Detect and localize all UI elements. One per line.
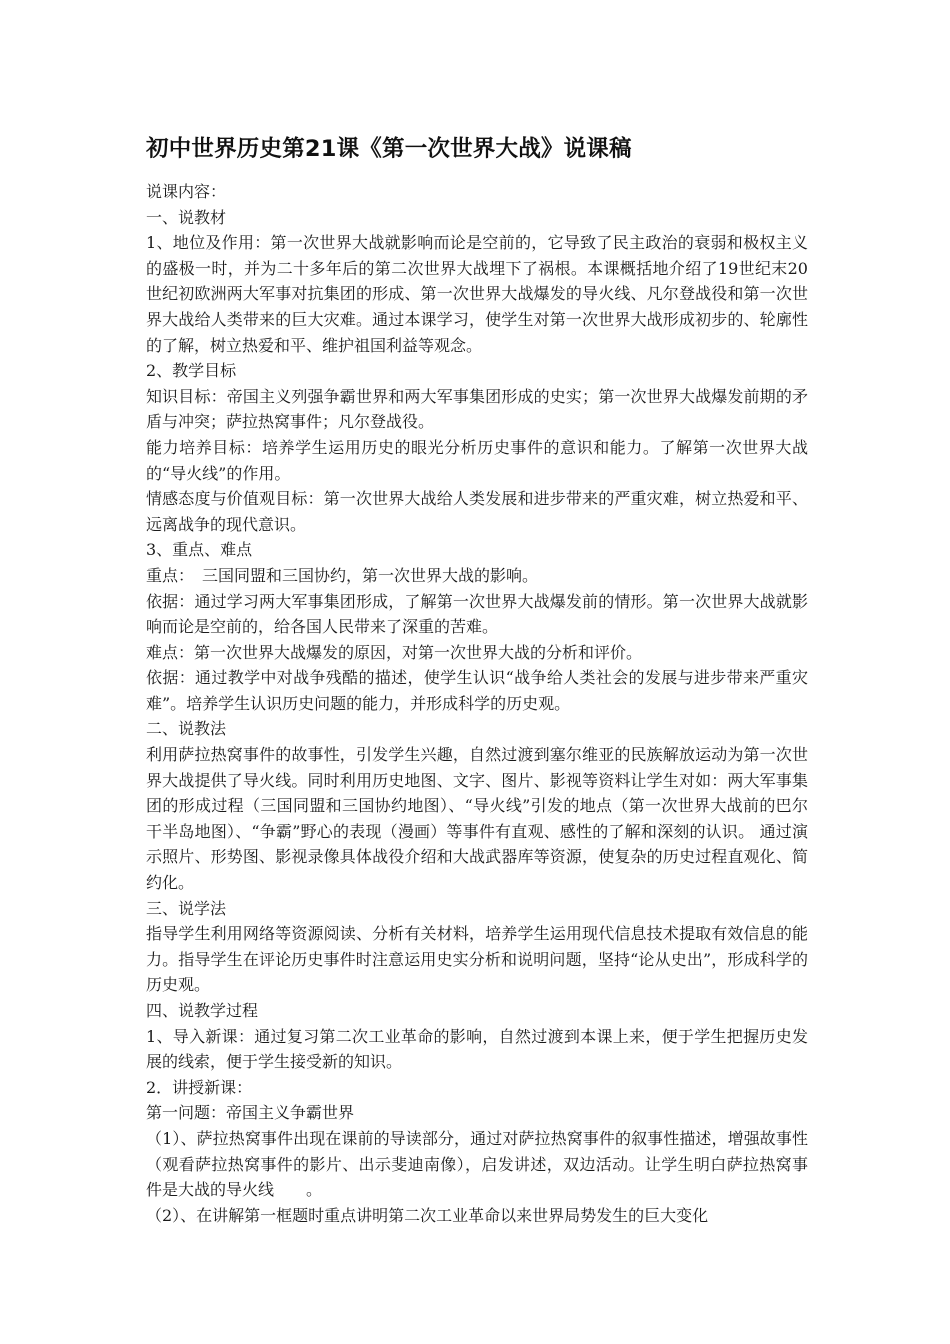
paragraph-difficult-point: 难点：第一次世界大战爆发的原因，对第一次世界大战的分析和评价。 [146, 642, 643, 662]
document-body [146, 179, 808, 1228]
paragraph-item-2: （2）、在讲解第一框题时重点讲明第二次工业革命以来世界局势发生的巨大变化 [146, 1205, 709, 1225]
paragraph-key-point-basis: 依据：通过学习两大军事集团形成，了解第一次世界大战爆发前的情形。第一次世界大战就影响而论是空前的，给各国人民带来了深重的苦难。 [146, 591, 808, 637]
paragraph-knowledge-goal: 知识目标：帝国主义列强争霸世界和两大军事集团形成的史实；第一次世界大战爆发前期的矛盾与冲突；萨拉热窝事件；凡尔登战役。 [146, 386, 808, 432]
subheading-key-difficult-points: 3、重点、难点 [146, 540, 253, 560]
paragraph-values-goal: 情感态度与价值观目标：第一次世界大战给人类发展和进步带来的严重灾难，树立热爱和平、远离战争的现代意识。 [146, 489, 808, 534]
paragraph-difficult-point-basis: 依据：通过教学中对战争残酷的描述，使学生认识“战争给人类社会的发展与进步带来严重灾难”。培养学生认识历史问题的能力，并形成科学的历史观。 [146, 668, 808, 713]
document-title: 初中世界历史第21课《第一次世界大战》说课稿 [146, 136, 632, 162]
paragraph-lesson-introduction: 1、导入新课：通过复习第二次工业革命的影响，自然过渡到本课上来，便于学生把握历史发展的线索，便于学生接受新的知识。 [146, 1026, 808, 1072]
paragraph-teaching-method: 利用萨拉热窝事件的故事性，引发学生兴趣，自然过渡到塞尔维亚的民族解放运动为第一次世界大战提供了导火线。同时利用历史地图、文字、图片、影视等资料让学生对如：两大军事集团的形成过程（三国同盟和三国协约地图）、“导火线”引发的地点（第一次世界大战前的巴尔干半岛地图）、“争霸”野心的表现（漫画）等事件有直观、感性的了解和深刻的认识。 通过演示照片、形势图、影视录像具体战役介绍和大战武器库等资源，使复杂的历史过程直观化、简约化。 [146, 745, 808, 893]
paragraph-learning-method: 指导学生利用网络等资源阅读、分析有关材料，培养学生运用现代信息技术提取有效信息的能力。指导学生在评论历史事件时注意运用史实分析和说明问题，坚持“论从史出”，形成科学的历史观。 [146, 924, 808, 995]
section-heading-learning-method: 三、说学法 [146, 898, 227, 918]
paragraph-first-question: 第一问题：帝国主义争霸世界 [146, 1103, 355, 1123]
subheading-teaching-goals: 2、教学目标 [146, 361, 237, 381]
document-page [146, 131, 808, 1228]
paragraph-ability-goal: 能力培养目标：培养学生运用历史的眼光分析历史事件的意识和能力。了解第一次世界大战的“导火线”的作用。 [146, 437, 808, 483]
paragraph-item-1: （1）、萨拉热窝事件出现在课前的导读部分，通过对萨拉热窝事件的叙事性描述，增强故事性（观看萨拉热窝事件的影片、出示斐迪南像），启发讲述，双边活动。让学生明白萨拉热窝事件是大战的导火线 。 [146, 1128, 808, 1200]
paragraph-intro-label: 说课内容： [146, 182, 227, 201]
paragraph-key-point: 重点： 三国同盟和三国协约，第一次世界大战的影响。 [146, 565, 539, 585]
paragraph-status-role: 1、地位及作用：第一次世界大战就影响而论是空前的，它导致了民主政治的衰弱和极权主义的盛极一时，并为二十多年后的第二次世界大战埋下了祸根。本课概括地介绍了19世纪末20世纪初欧洲两大军事对抗集团的形成、第一次世界大战爆发的导火线、凡尔登战役和第一次世界大战给人类带来的巨大灾难。通过本课学习，使学生对第一次世界大战形成初步的、轮廓性的了解，树立热爱和平、维护祖国利益等观念。 [146, 233, 808, 355]
subheading-new-lesson: 2．讲授新课： [146, 1077, 253, 1097]
section-heading-textbook: 一、说教材 [146, 207, 227, 227]
section-heading-teaching-process: 四、说教学过程 [146, 1001, 259, 1020]
section-heading-teaching-method: 二、说教法 [146, 719, 227, 739]
